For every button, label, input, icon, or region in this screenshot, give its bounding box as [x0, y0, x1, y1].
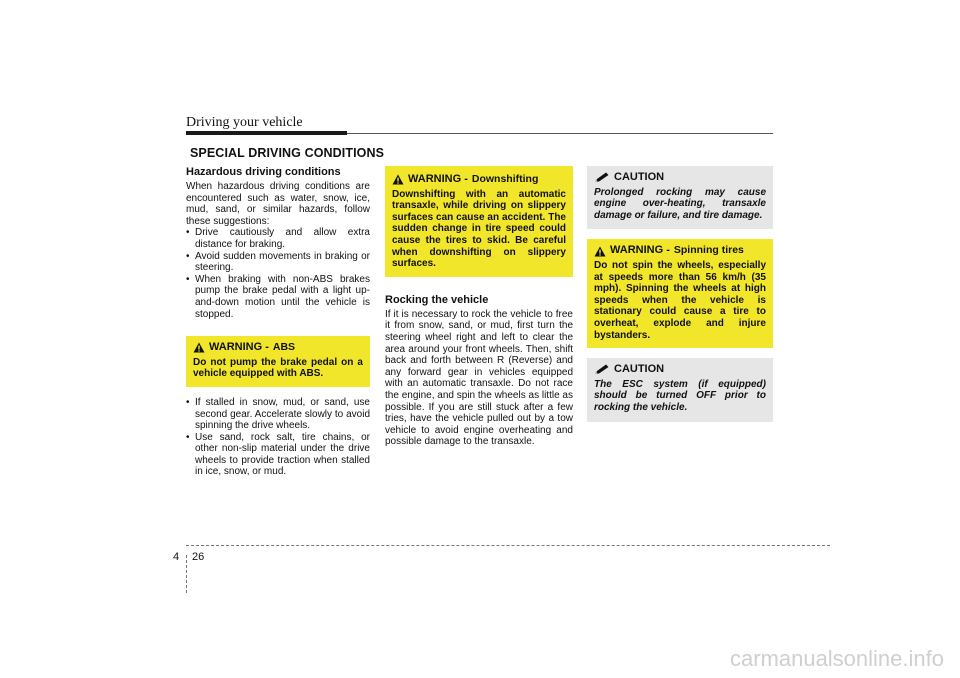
- caution-label: CAUTION: [614, 171, 665, 183]
- header-bar: [186, 131, 347, 135]
- caution-esc-body: The ESC system (if equipped) should be turned OFF prior to rocking the vehicle.: [594, 378, 766, 413]
- list-item: • Avoid sudden movements in braking or steering.: [186, 251, 370, 274]
- section-title: SPECIAL DRIVING CONDITIONS: [190, 146, 385, 160]
- warning-abs-box: [186, 336, 370, 387]
- caution-rocking-body: Prolonged rocking may cause engine over-heating, transaxle damage or failure, and tire damage.: [594, 186, 766, 221]
- hazardous-list-a: [186, 227, 370, 320]
- footer-rule: [186, 545, 830, 546]
- warning-abs-head: [193, 342, 363, 354]
- warning-spin-body: Do not spin the wheels, especially at speeds more than 56 km/h (35 mph). Spinning the wheels at high speeds when the vehicle is stationary could cause a tire to overheat, explode and injure bystanders.: [594, 259, 766, 341]
- warning-label: WARNING -: [209, 341, 269, 354]
- rocking-heading: Rocking the vehicle: [385, 293, 489, 306]
- hazardous-heading: Hazardous driving conditions: [186, 166, 341, 178]
- header-rule: [347, 133, 773, 134]
- page-number: 26: [192, 551, 205, 563]
- warning-triangle-icon: [392, 174, 404, 185]
- column-3: [587, 166, 773, 422]
- list-item: • Drive cautiously and allow extra distance for braking.: [186, 227, 370, 250]
- header-title: Driving your vehicle: [186, 115, 303, 130]
- warning-label: WARNING -: [610, 244, 670, 257]
- warning-spin-box: [587, 239, 773, 348]
- column-1: [186, 166, 370, 478]
- warning-subject: Downshifting: [471, 173, 539, 185]
- warning-triangle-icon: [193, 342, 205, 353]
- warning-label: WARNING -: [408, 173, 468, 185]
- warning-abs-body: Do not pump the brake pedal on a vehicle equipped with ABS.: [193, 356, 363, 380]
- page-chapter: 4: [173, 551, 180, 563]
- warning-downshift-head: [392, 174, 566, 186]
- list-item: • When braking with non-ABS brakes pump the brake pedal with a light up-and-down motion until the vehicle is stopped.: [186, 274, 370, 320]
- caution-label: CAUTION: [614, 363, 665, 376]
- warning-triangle-icon: [594, 246, 606, 257]
- warning-downshift-body: Downshifting with an automatic transaxle, while driving on slippery surfaces can cause an accident. The sudden change in tire speed could cause the tires to skid. Be careful when downshifting on slippery surfaces.: [392, 188, 566, 270]
- warning-spin-head: [594, 245, 766, 257]
- hazardous-intro: When hazardous driving conditions are encountered such as water, snow, ice, mud, sand, or similar hazards, follow these suggestions:: [186, 181, 370, 227]
- caution-rocking-box: [587, 166, 773, 229]
- footer-vertical-rule: [186, 555, 187, 593]
- rocking-body: If it is necessary to rock the vehicle to free it from snow, sand, or mud, first turn the steering wheel right and left to clear the area around your front wheels. Then, shift back and forth between R (Reverse) and any forward gear in vehicles equipped with an automatic transaxle. Do not race the engine, and spin the wheels as little as possible. If you are still stuck after a few tries, have the vehicle pulled out by a tow vehicle to avoid engine overheating and possible damage to the transaxle.: [385, 308, 573, 448]
- warning-subject: ABS: [272, 341, 296, 354]
- caution-pencil-icon: [594, 172, 610, 183]
- list-item: • Use sand, rock salt, tire chains, or other non-slip material under the drive wheels to provide traction when stalled in ice, snow, or mud.: [186, 432, 370, 478]
- warning-subject: Spinning tires: [673, 244, 744, 257]
- caution-esc-head: [594, 364, 766, 376]
- column-2: [385, 166, 573, 448]
- hazardous-list-b: [186, 397, 370, 478]
- caution-rocking-head: [594, 172, 766, 184]
- list-item: • If stalled in snow, mud, or sand, use second gear. Accelerate slowly to avoid spinning the drive wheels.: [186, 397, 370, 432]
- caution-esc-box: [587, 358, 773, 421]
- watermark: carmanualsonline.info: [729, 646, 944, 671]
- warning-downshift-box: [385, 166, 573, 277]
- caution-pencil-icon: [594, 364, 610, 375]
